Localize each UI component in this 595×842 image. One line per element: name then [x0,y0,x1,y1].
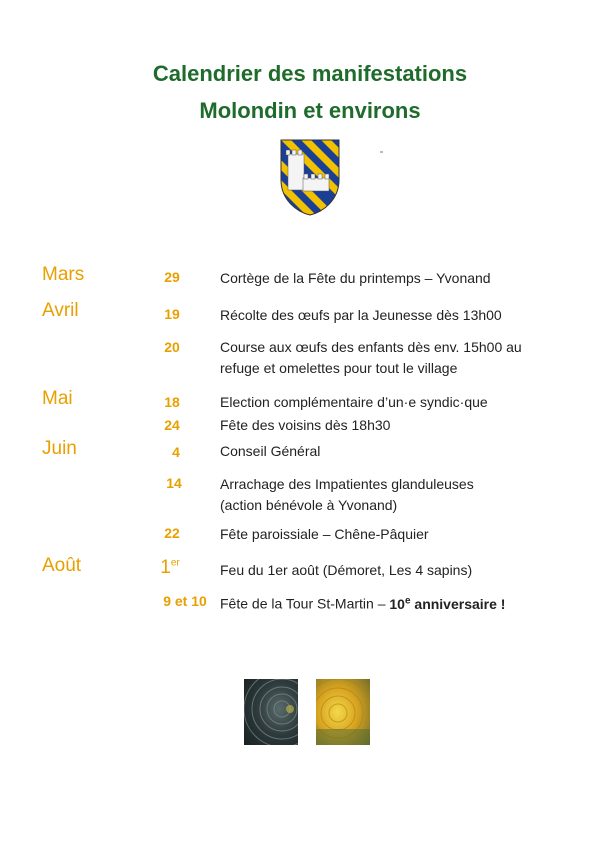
event-day [140,557,200,579]
event-day: 19 [164,306,180,322]
event-text: Arrachage des Impatientes glanduleuses [220,476,474,492]
month-aout: Août [42,555,82,576]
event-day: 14 [166,475,182,491]
event-day: 4 [172,444,180,460]
month-avril: Avril [42,300,79,321]
event-day: 9 et 10 [163,593,207,609]
event-text: Fête paroissiale – Chêne-Pâquier [220,526,429,542]
event-day-number: 1 [160,557,171,578]
event-day: 24 [164,417,180,433]
event-text: Course aux œufs des enfants dès env. 15h00 au [220,339,522,355]
shield-crest-icon [279,138,341,216]
event-text-cont: refuge et omelettes pour tout le village [220,360,458,376]
event-text-bold-end: anniversaire ! [410,595,506,612]
event-text-bold-sup: e [404,595,411,606]
month-mai: Mai [42,388,73,409]
event-text-bold: 10 [389,595,405,612]
event-text: Cortège de la Fête du printemps – Yvonand [220,270,491,286]
event-text: Récolte des œufs par la Jeunesse dès 13h00 [220,307,502,323]
event-text: Conseil Général [220,443,321,459]
month-mars: Mars [42,264,85,285]
event-text-cont: (action bénévole à Yvonand) [220,497,398,513]
event-day: 18 [164,394,180,410]
event-day: 29 [164,269,180,285]
event-text-main: Fête de la Tour St-Martin – [220,595,390,612]
event-text [220,590,570,615]
page-title: Calendrier des manifestations [152,61,468,86]
painting-dark-swirl-image [244,679,298,745]
event-day: 22 [164,525,180,541]
event-text: Feu du 1er août (Démoret, Les 4 sapins) [220,562,473,578]
painting-yellow-swirl-image [316,679,370,745]
month-juin: Juin [42,438,77,459]
event-text: Fête des voisins dès 18h30 [220,417,391,433]
event-day-sup: er [170,557,180,569]
page-subtitle: Molondin et environs [199,98,421,123]
speck [380,151,383,153]
event-day: 20 [164,339,180,355]
event-text: Election complémentaire d’un·e syndic·que [220,394,488,410]
